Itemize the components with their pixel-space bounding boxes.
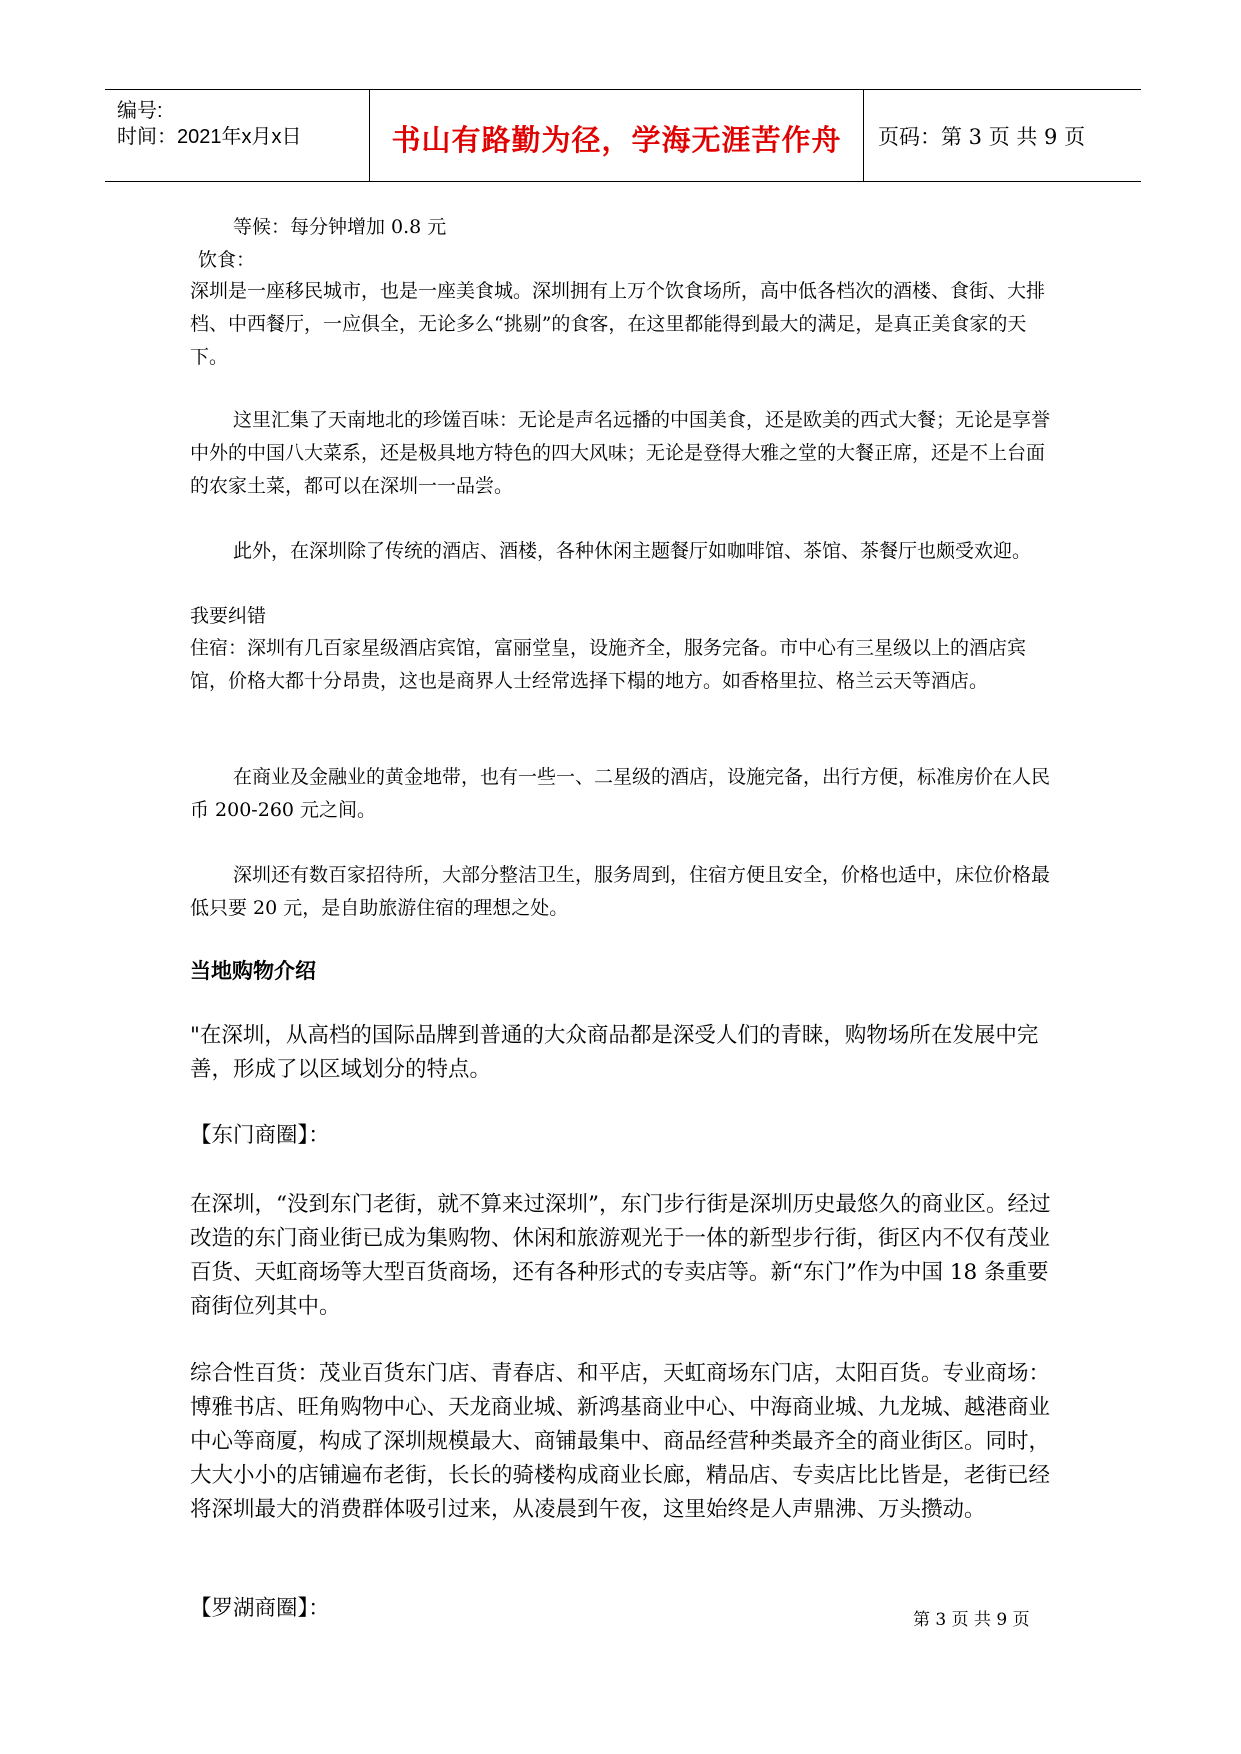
subsection-label: 【东门商圈】： bbox=[190, 1123, 330, 1148]
section-label: 饮食： bbox=[198, 249, 256, 271]
correction-link[interactable]: 我要纠错 bbox=[190, 605, 267, 627]
paragraph: 深圳还有数百家招待所，大部分整洁卫生，服务周到，住宿方便且安全，价格也适中，床位价格最低只要 20 元，是自助旅游住宿的理想之处。 bbox=[190, 864, 1051, 919]
header-motto-cell bbox=[370, 90, 864, 181]
paragraph: 此外，在深圳除了传统的酒店、酒楼，各种休闲主题餐厅如咖啡馆、茶馆、茶餐厅也颇受欢迎。 bbox=[233, 540, 1032, 562]
paragraph: 在商业及金融业的黄金地带，也有一些一、二星级的酒店，设施完备，出行方便，标准房价在人民币 200-260 元之间。 bbox=[190, 766, 1051, 821]
header-info-cell bbox=[105, 90, 370, 181]
header-page-cell bbox=[864, 90, 1141, 181]
paragraph: 深圳是一座移民城市，也是一座美食城。深圳拥有上万个饮食场所，高中低各档次的酒楼、食街、大排档、中西餐厅，一应俱全，无论多么“挑剔”的食客，在这里都能得到最大的满足，是真正美食家的天下。 bbox=[190, 280, 1046, 368]
time-label: 时间：2021年x月x日 bbox=[117, 126, 302, 148]
paragraph: 这里汇集了天南地北的珍馐百味：无论是声名远播的中国美食，还是欧美的西式大餐；无论是享誉中外的中国八大菜系，还是极具地方特色的四大风味；无论是登得大雅之堂的大餐正席，还是不上台面的农家土菜，都可以在深圳一一品尝。 bbox=[190, 409, 1051, 497]
paragraph: "在深圳，从高档的国际品牌到普通的大众商品都是深受人们的青睐，购物场所在发展中完善，形成了以区域划分的特点。 bbox=[190, 1023, 1039, 1082]
paragraph: 在深圳，“没到东门老街，就不算来过深圳”，东门步行街是深圳历史最悠久的商业区。经过改造的东门商业街已成为集购物、休闲和旅游观光于一体的新型步行街，街区内不仅有茂业百货、天虹商场等大型百货商场，还有各种形式的专卖店等。新“东门”作为中国 18 条重要商街位列其中。 bbox=[190, 1192, 1051, 1319]
page-footer: 第 3 页 共 9 页 bbox=[913, 1610, 1030, 1630]
section-heading: 当地购物介绍 bbox=[190, 960, 316, 983]
subsection-label: 【罗湖商圈】： bbox=[190, 1596, 330, 1621]
paragraph: 住宿：深圳有几百家星级酒店宾馆，富丽堂皇，设施齐全，服务完备。市中心有三星级以上的酒店宾馆，价格大都十分昂贵，这也是商界人士经常选择下榻的地方。如香格里拉、格兰云天等酒店。 bbox=[190, 637, 1027, 692]
page-code: 页码：第 3 页 共 9 页 bbox=[878, 125, 1086, 149]
paragraph: 综合性百货：茂业百货东门店、青春店、和平店，天虹商场东门店，太阳百货。专业商场：博雅书店、旺角购物中心、天龙商业城、新鸿基商业中心、中海商业城、九龙城、越港商业中心等商厦，构成了深圳规模最大、商铺最集中、商品经营种类最齐全的商业街区。同时，大大小小的店铺遍布老街，长长的骑楼构成商业长廊，精品店、专卖店比比皆是，老街已经将深圳最大的消费群体吸引过来，从凌晨到午夜，这里始终是人声鼎沸、万头攒动。 bbox=[190, 1361, 1051, 1522]
paragraph: 等候：每分钟增加 0.8 元 bbox=[233, 216, 447, 238]
page-header bbox=[105, 89, 1141, 182]
number-label: 编号: bbox=[117, 100, 163, 122]
motto: 书山有路勤为径，学海无涯苦作舟 bbox=[391, 123, 842, 157]
